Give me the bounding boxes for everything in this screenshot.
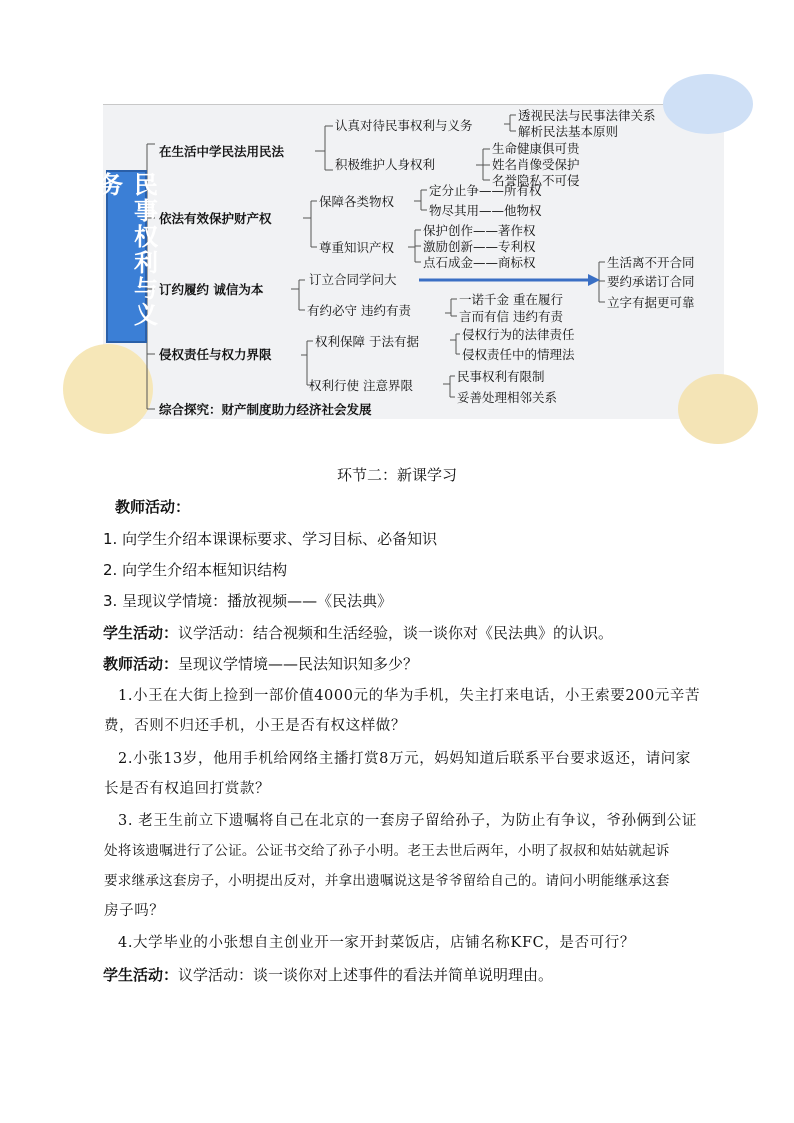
question-line: 1.小王在大街上捡到一部价值4000元的华为手机，失主打来电话，小王索要200元辛苦 [118,688,701,704]
question-line: 4.大学毕业的小张想自主创业开一家开封菜饭店，店铺名称KFC，是否可行？ [118,935,635,951]
leaf-label: 妥善处理相邻关系 [457,390,558,405]
question-line: 房子吗？ [104,903,165,919]
mindmap-root [94,170,158,343]
node-label: 保障各类物权 [319,194,395,209]
leaf-label: 点石成金——商标权 [423,255,536,270]
leaf-label: 侵权责任中的情理法 [462,347,575,362]
leaf-label: 生活离不开合同 [607,255,695,270]
teacher-activity-text: 呈现议学情境——民法知识知多少？ [178,655,419,673]
student-activity-paragraph [103,965,553,985]
question-line: 处将该遗嘱进行了公证。公证书交给了孙子小明。老王去世后两年，小明了叔叔和姑姑就起诉 [104,843,670,859]
branch-label: 综合探究：财产制度助力经济社会发展 [159,402,372,417]
leaf-label: 民事权利有限制 [457,369,545,384]
student-activity-text: 议学活动：结合视频和生活经验，谈一谈你对《民法典》的认识。 [178,624,614,642]
teacher-item: 2. 向学生介绍本框知识结构 [103,561,288,579]
node-label: 权利保障 于法有据 [315,334,419,349]
node-label: 尊重知识产权 [319,240,395,255]
teacher-activity-label: 教师活动： [103,655,179,673]
node-label: 有约必守 违约有责 [307,303,411,318]
question-line: 3. 老王生前立下遗嘱将自己在北京的一套房子留给孙子，为防止有争议，爷孙俩到公证 [118,813,697,829]
node-label: 订立合同学问大 [309,272,397,287]
question-line: 2.小张13岁，他用手机给网络主播打赏8万元，妈妈知道后联系平台要求返还，请问家 [118,751,692,767]
mindmap-root-label: 民事权利与义务 [94,172,158,328]
node-label: 积极维护人身权利 [335,157,436,172]
leaf-label: 定分止争——所有权 [429,183,542,198]
leaf-label: 激励创新——专利权 [423,239,536,254]
leaf-label: 姓名肖像受保护 [492,157,580,172]
branch-label: 依法有效保护财产权 [159,211,272,226]
leaf-label: 生命健康俱可贵 [492,141,580,156]
branch-label: 订约履约 诚信为本 [159,282,264,297]
student-activity-label: 学生活动： [103,966,179,984]
branch-label: 侵权责任与权力界限 [159,347,272,362]
node-label: 认真对待民事权利与义务 [335,118,473,133]
student-activity-paragraph [103,623,613,643]
teacher-item: 1. 向学生介绍本课课标要求、学习目标、必备知识 [103,530,438,548]
knowledge-mindmap [94,104,724,419]
leaf-label: 立字有据更可靠 [607,295,695,310]
teacher-activity-label: 教师活动： [115,498,191,516]
leaf-label: 言而有信 违约有责 [459,309,563,324]
node-label: 权利行使 注意界限 [309,378,413,393]
leaf-label: 名誉隐私不可侵 [492,173,580,188]
student-activity-label: 学生活动： [103,624,179,642]
leaf-label: 保护创作——著作权 [423,223,536,238]
student-activity-text: 议学活动：谈一谈你对上述事件的看法并简单说明理由。 [178,966,554,984]
teacher-activity-paragraph [103,654,418,674]
leaf-label: 解析民法基本原则 [518,124,619,139]
leaf-label: 要约承诺订合同 [607,274,695,289]
question-line: 要求继承这套房子，小明提出反对，并拿出遗嘱说这是爷爷留给自己的。请问小明能继承这套 [104,873,670,889]
leaf-label: 透视民法与民事法律关系 [518,108,656,123]
question-line: 长是否有权追回打赏款？ [104,781,271,797]
leaf-label: 侵权行为的法律责任 [462,327,575,342]
branch-label: 在生活中学民法用民法 [159,144,285,159]
question-line: 费，否则不归还手机，小王是否有权这样做？ [104,718,406,734]
teacher-item: 3. 呈现议学情境：播放视频——《民法典》 [103,592,393,610]
section-title: 环节二：新课学习 [336,466,457,484]
leaf-label: 一诺千金 重在履行 [459,292,563,307]
leaf-label: 物尽其用——他物权 [429,203,542,218]
